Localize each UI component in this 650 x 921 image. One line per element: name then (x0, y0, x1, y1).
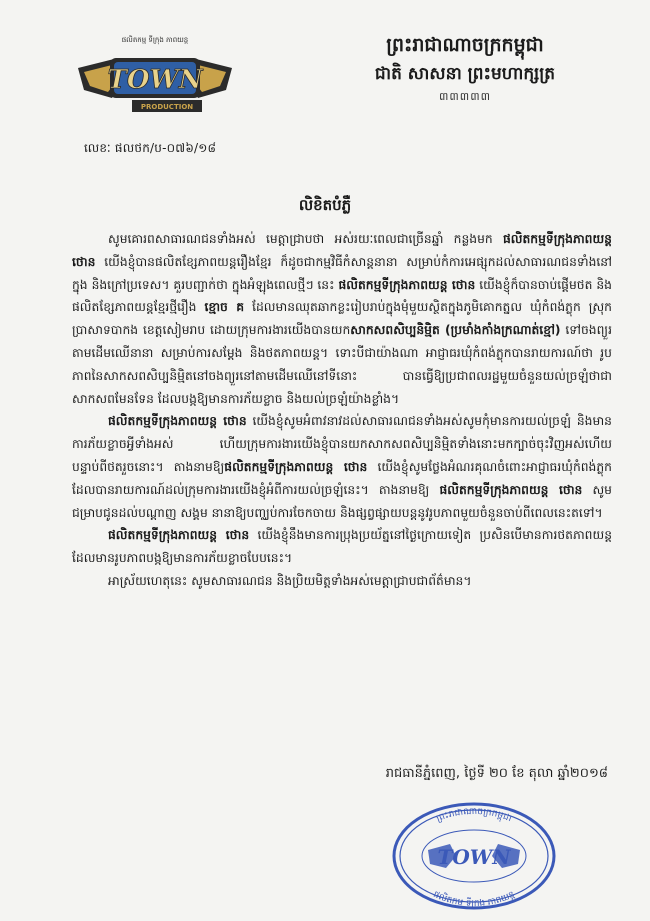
company-name-bold: ផលិតកម្មទីក្រុងភាពយន្ត ថោន (338, 277, 476, 292)
letter-title: លិខិតបំភ្លឺ (298, 196, 352, 214)
text-segment: យើងខ្ញុំសូមថ្លែងអំណរគុណចំពោះអាជ្ញាធរឃុំកំពង់ភ្លុក ដែលបានរាយការណ៍ដល់ក្រុមការងារយើងខ្ញុំអំពីការយល់ច្រឡំនេះ។ តាងនាមឱ្យ (72, 459, 612, 497)
svg-text:ព្រះរាជាណាចក្រកម្ពុជា (435, 807, 513, 824)
kingdom-title: ព្រះរាជាណាចក្រកម្ពុជា (386, 34, 544, 56)
seal-top-text: ព្រះរាជាណាចក្រកម្ពុជា (435, 806, 513, 825)
text-segment: យើងខ្ញុំក៏បានចាប់ផ្តើមថត និងផលិតខ្សែភាពយន្តខ្មែរថ្មីរឿង (72, 277, 612, 315)
company-name-bold: ផលិតកម្មទីក្រុងភាពយន្ត ថោន (108, 414, 247, 429)
kingdom-motto: ជាតិ សាសនា ព្រះមហាក្សត្រ (374, 64, 556, 84)
seal-brand: TOWN (437, 845, 511, 869)
seal-bottom-text: ផលិតកម្ម ទីក្រុង ភាពយន្ត (431, 889, 517, 910)
text-segment: សូមគោរពសាធារណជនទាំងអស់ មេត្តាជ្រាបថា អស់រយៈពេលជាច្រើនឆ្នាំ កន្លងមក (108, 232, 503, 246)
letter-body (72, 228, 612, 593)
svg-text:ផលិតកម្ម ទីក្រុង ភាពយន្ត (431, 890, 516, 909)
reference-number: លេខៈ ផលថក/ប-០៧៦/១៨ (84, 141, 217, 155)
letter-date: រាជធានីភ្នំពេញ, ថ្ងៃទី ២០ ខែ តុលា ឆ្នាំ២០១៨ (385, 766, 608, 781)
paragraph-4 (72, 570, 612, 593)
text-segment: យើងខ្ញុំនឹងមានការប្រុងប្រយ័ត្ននៅថ្ងៃក្រោយទៀត ប្រសិនបើមានការថតភាពយន្ត ដែលមានរូបភាពបង្កឱ្យមានការភ័យខ្លាចបែបនេះ។ (72, 528, 612, 566)
text-segment: អាស្រ័យហេតុនេះ សូមសាធារណជន និងប្រិយមិត្តទាំងអស់មេត្តាជ្រាបជាព័ត៌មាន។ (108, 573, 472, 588)
logo-top-text: ផលិតកម្ម ទីក្រុង ភាពយន្ត (121, 36, 189, 44)
paragraph-2 (72, 410, 612, 524)
logo-brand: TOWN (107, 65, 203, 95)
text-segment: ដែលមានឈុតឆាកខ្លះរៀបរាប់ក្នុងមុំមួយស្ថិតក្នុងភូមិគោកត្នល ឃុំកំពង់ភ្លុក ស្រុកប្រាសាទបាកង ខេត្តសៀមរាប ដោយក្រុមការងារយើងបានយក (72, 300, 612, 338)
company-name-bold: ផលិតកម្មទីក្រុងភាពយន្ត ថោន (72, 232, 612, 269)
text-segment: ទៅចងព្យួរតាមដើមឈើនានា សម្រាប់ការសម្តែង និងថតភាពយន្ត។ ទោះបីជាយ៉ាងណា អាជ្ញាធរឃុំកំពង់ភ្លុកបានរាយការណ៍ថា រូបភាពនៃសាកសពសិប្បនិម្មិតនៅចងព្យួរនៅតាមដើមឈើនៅទីនោះ បានធ្វើឱ្យប្រជាពលរដ្ឋមួយចំនួនយល់ច្រឡំថាជាសាកសពមែនទែន ដែលបង្កឱ្យមានការភ័យខ្លាច និងយល់ច្រឡំយ៉ាងខ្លាំង។ (72, 323, 612, 406)
company-name-bold: ផលិតកម្មទីក្រុងភាពយន្ត ថោន (439, 482, 583, 497)
logo-sub: PRODUCTION (140, 103, 194, 111)
paragraph-3 (72, 524, 612, 570)
company-name-bold: សាកសពសិប្បនិម្មិត (ប្រមាំងកាំងក្រណាត់ខ្មៅ) (350, 323, 561, 338)
company-name-bold: ផលិតកម្មទីក្រុងភាពយន្ត ថោន (224, 459, 368, 474)
kingdom-header (340, 30, 590, 106)
text-segment: សូមជម្រាបជូនដល់បណ្តាញ សង្គម នានាឱ្យបញ្ឈប់ការចែកចាយ និងផ្សព្វផ្សាយបន្តនូវរូបភាពមួយចំនួនចាប់ពីពេលនេះតទៅ។ (72, 482, 612, 520)
town-production-logo (70, 28, 240, 128)
company-name-bold: ផលិតកម្មទីក្រុងភាពយន្ត ថោន (108, 528, 250, 543)
company-name-bold: ខ្មោច គ (204, 300, 245, 315)
header-ornament: ៣៣៣៣៣ (439, 90, 491, 103)
company-seal (390, 800, 558, 912)
text-segment: យើងខ្ញុំសូមអំពាវនាវដល់សាធារណជនទាំងអស់សូមកុំមានការយល់ច្រឡំ និងមានការភ័យខ្លាចអ្វីទាំងអស់ ហើយក្រុមការងារយើងខ្ញុំបានយកសាកសពសិប្បនិម្មិតទាំងនោះមកក្បាច់ចុះវិញអស់ហើយ បន្ទាប់ពីថតរួចនោះ។ តាងនាមឱ្យ (72, 414, 612, 474)
paragraph-1 (72, 228, 612, 410)
text-segment: យើងខ្ញុំបានផលិតខ្សែភាពយន្តរឿងខ្មែរ ក៏ដូចជាកម្មវិធីកំសាន្តនានា សម្រាប់កំការអេផ្សុកដល់សាធារណជនទាំងនៅក្នុង និងក្រៅប្រទេស។ គួរបញ្ជាក់ថា ក្នុងអំឡុងពេលថ្មីៗ នេះ (72, 254, 612, 292)
